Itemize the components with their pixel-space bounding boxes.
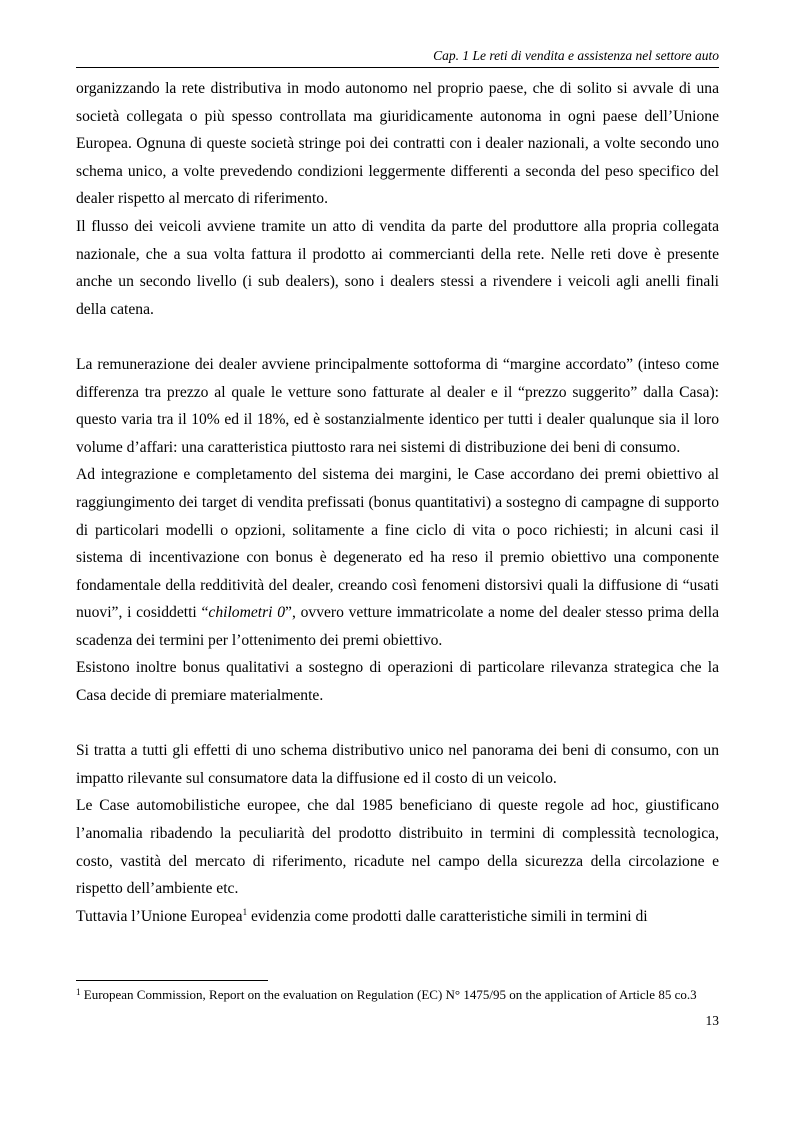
footnote-reference[interactable]: 1	[242, 906, 248, 917]
page-number: 13	[705, 1013, 719, 1028]
paragraph-4-text-start: Ad integrazione e completamento del sistema dei margini, le Case accordano dei premi obiettivo al raggiungimento dei target di vendita prefissati (bonus quantitativi) a sostegno di campagne di supporto di particolari modelli o opzioni, solitamente a fine ciclo di vita o poco richiesti; in alcuni casi il sistema di incentivazione con bonus è degenerato ed ha reso il premio obiettivo una componente fondamentale della redditività del dealer, creando così fenomeni distorsivi quali la diffusione di “usati nuovi”, i cosiddetti “	[76, 466, 719, 622]
paragraph-2: Il flusso dei veicoli avviene tramite un atto di vendita da parte del produttore alla propria collegata nazionale, che a sua volta fattura il prodotto ai commercianti della rete. Nelle reti dove è presente anche un secondo livello (i sub dealers), sono i dealers stessi a rivendere i veicoli agli anelli finali della catena.	[76, 217, 719, 318]
footnote-number: 1	[76, 987, 81, 997]
paragraph-6: Si tratta a tutti gli effetti di uno schema distributivo unico nel panorama dei beni di consumo, con un impatto rilevante sul consumatore data la diffusione ed il costo di un veicolo.	[76, 742, 719, 787]
paragraph-4	[76, 461, 719, 654]
paragraph-1: organizzando la rete distributiva in modo autonomo nel proprio paese, che di solito si avvale di una società collegata o più spesso controllata ma giuridicamente autonoma in ogni paese dell’Unione Europea. Ognuna di queste società stringe poi dei contratti con i dealer nazionali, a volte secondo uno schema unico, a volte prevedendo condizioni leggermente differenti a seconda del peso specifico del dealer rispetto al mercato di riferimento.	[76, 80, 719, 208]
paragraph-gap	[76, 323, 719, 351]
paragraph-4-text-end: ”, ovvero vetture immatricolate a nome del dealer stesso prima della scadenza dei termini per l’ottenimento dei premi obiettivo.	[76, 604, 719, 649]
paragraph-8	[76, 903, 719, 931]
footnote	[76, 987, 726, 1003]
paragraph-gap	[76, 710, 719, 738]
paragraph-3: La remunerazione dei dealer avviene principalmente sottoforma di “margine accordato” (inteso come differenza tra prezzo al quale le vetture sono fatturate al dealer e il “prezzo suggerito” dalla Casa): questo varia tra il 10% ed il 18%, ed è sostanzialmente identico per tutti i dealer qualunque sia il loro volume d’affari: una caratteristica piuttosto rara nei sistemi di distribuzione dei beni di consumo.	[76, 355, 719, 456]
paragraph-4-italic-term: chilometri 0	[208, 604, 286, 622]
paragraph-5: Esistono inoltre bonus qualitativi a sostegno di operazioni di particolare rilevanza strategica che la Casa decide di premiare materialmente.	[76, 659, 719, 705]
running-header: Cap. 1 Le reti di vendita e assistenza nel settore auto	[433, 48, 719, 63]
body-text	[76, 75, 719, 930]
footnote-rule	[76, 980, 268, 981]
header-rule	[76, 67, 719, 68]
paragraph-8-text-end: evidenzia come prodotti dalle caratteristiche simili in termini di	[247, 907, 648, 925]
footnote-text: European Commission, Report on the evaluation on Regulation (EC) N° 1475/95 on the application of Article 85 co.3	[80, 987, 697, 1002]
paragraph-7: Le Case automobilistiche europee, che dal 1985 beneficiano di queste regole ad hoc, giustificano l’anomalia ribadendo la peculiarità del prodotto distribuito in termini di complessità tecnologica, costo, vastità del mercato di riferimento, ricadute nel campo della sicurezza della circolazione e rispetto dell’ambiente etc.	[76, 797, 719, 898]
paragraph-8-text-start: Tuttavia l’Unione Europea	[76, 907, 243, 925]
